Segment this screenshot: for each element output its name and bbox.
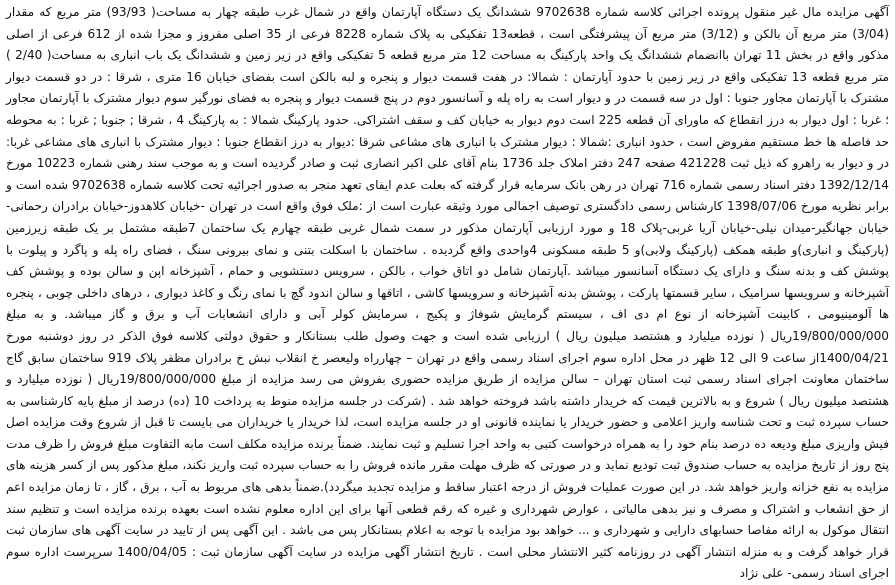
notice-footer: 1400/04/05 سرپرست اداره سوم اجرای اسناد رسمی- علی نژاد: [6, 544, 889, 581]
notice-body: آگهی مزایده مال غیر منقول پرونده اجرائی کلاسه شماره 9702638 ششدانگ یک دستگاه آپارتمان واقع در شمال غرب طبقه چهار به مساحت( 93/93) متر مربع که مقدار (3/04) متر مربع آن بالکن و (3/12) متر مربع آن پیشرفتگی است ، قطعه13 تفکیکی به پلاک شماره 8228 فرعی از 35 اصلی مفروز و مجزا شده از 612 فرعی از اصلی مذکور واقع در بخش 11 تهران باانضمام ششدانگ یک واحد پارکینگ به مساحت 12 متر مربع قطعه 5 تفکیکی واقع در زیر زمین و ششدانگ یک باب انباری به مساحت( 2/40 ) متر مربع قطعه 13 تفکیکی واقع در زیر زمین با حدود آپارتمان : شمالا: در هفت قسمت دیوار و پنجره و لبه بالکن است بفضای خیابان 16 متری ، شرقا : در دو قسمت دیوار مشترک با آپارتمان مجاور جنوبا : اول در سه قسمت در و دیوار است به راه پله و آسانسور دوم در پنج قسمت دیوار و پنجره به فضای نورگیر سوم دیوار مشترک با آپارتمان مجاور ؛ غربا : اول دیوار به درز انقطاع که ماورای آن قطعه 225 است دوم دیوار به خیابان کف و سقف اشتراکی. حدود پارکینگ شمالا : به پارکینگ 4 ، شرقا ; جنوبا ; غربا : به محوطه حد فاصله ها خط مستقیم مفروض است ، حدود انباری :شمالا : دیوار مشترک با انباری های مشاعی شرقا :دیوار به درز انقطاع جنوبا : دیوار مشترک با انباری های مشاعی غربا: در و دیوار به راهرو که ذیل ثبت 421228 صفحه 247 دفتر املاک جلد 1736 بنام آقای علی اکبر انصاری ثبت و صادر گردیده است و به موجب سند رهنی شماره 10223 مورخ 1392/12/14 دفتر اسناد رسمی شماره 716 تهران در رهن بانک سرمایه قرار گرفته که بعلت عدم ایفای تعهد منجر به صدور اجرائیه تحت کلاسه شماره 9702638 شده است و برابر نظریه مورخ 1398/07/06 کارشناس رسمی دادگستری توصیف اجمالی مورد وثیقه عبارت است از :ملک فوق واقع است در تهران -خیابان کلاهدوز-خیابان برادران رحمانی- خیابان جهانگیر-میدان نیلی-خیابان آریا غربی-پلاک 18 و مورد ارزیابی آپارتمان مذکور در سمت شمال غربی طبقه چهارم یک ساختمان 7طبقه مشتمل بر یک طبقه زیرزمین (پارکینگ و انباری)و طبقه همکف (پارکینگ ولابی)و 5 طبقه مسکونی 4واحدی واقع گردیده . ساختمان با اسکلت بتنی و نمای بیرونی سنگ ، فضای راه پله و پاگرد و پیلوت با پوشش کف و بدنه سنگ و دارای یک دستگاه آسانسور میباشد .آپارتمان شامل دو اتاق خواب ، بالکن ، سرویس دستشویی و حمام ، آشپزخانه اپن و سالن بوده و پوشش کف آشپزخانه و سرویسها سرامیک ، سایر قسمتها پارکت ، پوشش بدنه آشپزخانه و سرویسها کاشی ، اتاقها و سالن اندود گچ با نمای رنگ و کاغذ دیواری ، درهای داخلی چوبی ، پنجره ها آلومینیومی ، کابینت آشپزخانه از نوع ام دی اف ، سیستم گرمایش شوفاژ و پکیج ، سرمایش کولر آبی و دارای انشعابات آب و برق و گاز میباشد. و به مبلغ 19/800/000/000ریال ( نوزده میلیارد و هشتصد میلیون ریال ) ارزیابی شده است و جهت وصول طلب بستانکار و حقوق دولتی کلاسه فوق الذکر در روز دوشنبه مورخ 1400/04/21از ساعت 9 الی 12 ظهر در محل اداره سوم اجرای اسناد رسمی واقع در تهران – چهارراه ولیعصر خ انقلاب نبش خ برادران مظفر پلاک 919 ساختمان سابق گاج ساختمان معاونت اجرای اسناد رسمی ثبت استان تهران – سالن مزایده از طریق مزایده حضوری بفروش می رسد مزایده از مبلغ 19/800/000/000ریال ( نوزده میلیارد و هشتصد میلیون ریال ) شروع و به بالاترین قیمت که خریدار داشته باشد فروخته خواهد شد . (شرکت در جلسه مزایده منوط به پرداخت 10 (ده) درصد از مبلغ پایه کارشناسی به حساب سپرده ثبت و تحت شناسه واریز اعلامی و حضور خریدار یا نماینده قانونی او در جلسه مزایده است، لذا خریدار یا خریداران می بایست تا قبل از شروع وقت مزایده اصل فیش واریزی مبلغ ودیعه ده درصد بنام خود را به همراه درخواست کتبی به واحد اجرا تسلیم و ثبت نمایند. ضمناً برنده مزایده مکلف است مابه التفاوت مبلغ فروش را ظرف مدت پنج روز از تاریخ مزایده به حساب صندوق ثبت تودیع نماید و در صورتی که ظرف مهلت مقرر مانده فروش را به حساب سپرده ثبت واریز نکند، مبلغ مذکور پس از کسر هزینه های مزایده به نفع خزانه واریز خواهد شد. در این صورت عملیات فروش از درجه اعتبار ساقط و مزایده تجدید میگردد).ضمناً بدهی های مربوط به آب ، برق ، گاز ، تا زمان مزایده اعم از حق انشعاب و اشتراک و مصرف و نیز بدهی مالیاتی ، عوارض شهرداری و غیره که رقم قطعی آنها برای این اداره معلوم نشده است بعهده برنده مزایده است و تنظیم سند انتقال موکول به ارائه مفاصا حسابهای دارایی و شهرداری و ... خواهد بود مزایده با توجه به اعلام بستانکار پس می باشد . این آگهی پس از تایید در سایت آگهی های سازمان ثبت قرار خواهد گرفت و به منزله انتشار آگهی در روزنامه کثیر الانتشار محلی است . تاریخ انتشار آگهی مزایده در سایت آگهی سازمان ثبت :: [6, 5, 890, 559]
